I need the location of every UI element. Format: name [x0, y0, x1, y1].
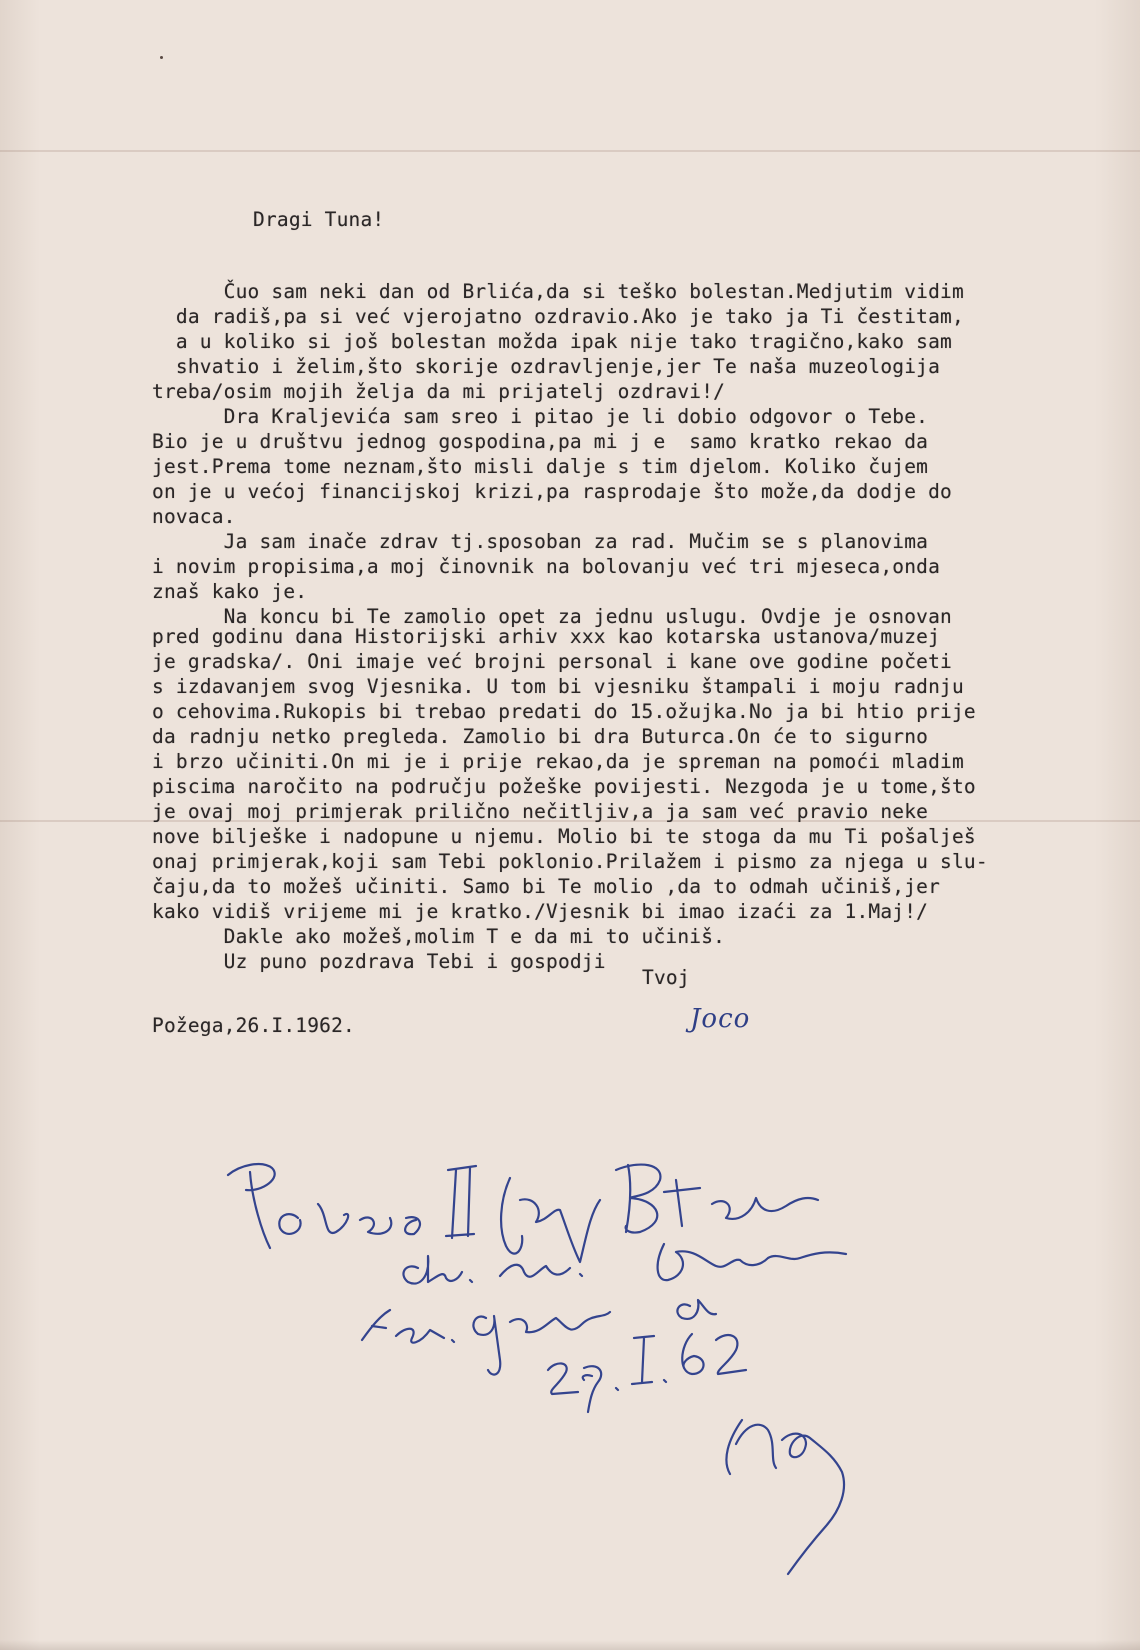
letter-line: o cehovima.Rukopis bi trebao predati do 15.ožujka.No ja bi htio prije: [152, 700, 976, 723]
handwritten-signature: Joco: [690, 1004, 751, 1034]
handwriting-stroke: [658, 1244, 846, 1280]
handwriting-stroke: [664, 1180, 818, 1226]
handwriting-stroke: [362, 1310, 454, 1343]
handwriting-stroke: [682, 1334, 746, 1374]
handwriting-stroke: [632, 1336, 666, 1384]
letter-line: Čuo sam neki dan od Brlića,da si teško bolestan.Medjutim vidim: [152, 280, 964, 303]
letter-line: nove bilješke i nadopune u njemu. Molio bi te stoga da mu Ti pošalješ: [152, 825, 976, 848]
letter-line: da radnju netko pregleda. Zamolio bi dra Buturca.On će to sigurno: [152, 725, 929, 748]
letter-line: Dakle ako možeš,molim T e da mi to učiniš.: [152, 925, 726, 948]
letter-line: Ja sam inače zdrav tj.sposoban za rad. Mučim se s planovima: [152, 530, 929, 553]
letter-line: Bio je u društvu jednog gospodina,pa mi j e samo kratko rekao da: [152, 430, 929, 453]
handwriting-stroke: [279, 1204, 391, 1234]
handwriting-stroke: [405, 1217, 420, 1234]
handwriting-stroke: [446, 1166, 476, 1238]
letter-line: a u koliko si još bolestan možda ipak nije tako tragično,kako sam: [152, 330, 952, 353]
letter-line: Na koncu bi Te zamolio opet za jednu uslugu. Ovdje je osnovan: [152, 605, 952, 628]
letter-line: je gradska/. Oni imaje već brojni personal i kane ove godine početi: [152, 650, 952, 673]
letter-line: Uz puno pozdrava Tebi i gospodji: [152, 950, 606, 973]
letter-line: i brzo učiniti.On mi je i prije rekao,da je spreman na pomoći mladim: [152, 750, 964, 773]
letter-line: Dra Kraljevića sam sreo i pitao je li dobio odgovor o Tebe.: [152, 405, 929, 428]
handwriting-stroke: [616, 1165, 660, 1233]
handwriting-stroke: [726, 1420, 844, 1574]
handwriting-stroke: [403, 1256, 472, 1284]
letter-line: jest.Prema tome neznam,što misli dalje s tim djelom. Koliko čujem: [152, 455, 929, 478]
letter-closing: Tvoj: [642, 966, 690, 989]
letter-line: kako vidiš vrijeme mi je kratko./Vjesnik bi imao izaći za 1.Maj!/: [152, 900, 929, 923]
letter-line: shvatio i želim,što skorije ozdravljenje,jer Te naša muzeologija: [152, 355, 941, 378]
letter-line: i novim propisima,a moj činovnik na bolovanju već tri mjeseca,onda: [152, 555, 941, 578]
letter-greeting: Dragi Tuna!: [253, 208, 385, 231]
letter-line: treba/osim mojih želja da mi prijatelj ozdravi!/: [152, 380, 726, 403]
letter-line: znaš kako je.: [152, 580, 308, 603]
handwriting-stroke: [677, 1300, 716, 1319]
handwriting-stroke: [500, 1265, 582, 1277]
letter-line: novaca.: [152, 505, 236, 528]
handwriting-stroke: [548, 1363, 618, 1412]
handwriting-stroke: [501, 1178, 600, 1262]
letter-line: s izdavanjem svog Vjesnika. U tom bi vjesniku štampali i moju radnju: [152, 675, 964, 698]
letter-line: onaj primjerak,koji sam Tebi poklonio.Prilažem i pismo za njega u slu-: [152, 850, 988, 873]
letter-line: čaju,da to možeš učiniti. Samo bi Te molio ,da to odmah učiniš,jer: [152, 875, 941, 898]
letter-line: je ovaj moj primjerak prilično nečitljiv,a ja sam već pravio neke: [152, 800, 929, 823]
letter-place-date: Požega,26.I.1962.: [152, 1014, 355, 1037]
letter-line: on je u većoj financijskoj krizi,pa rasprodaje što može,da dodje do: [152, 480, 952, 503]
letter-line: pred godinu dana Historijski arhiv xxx kao kotarska ustanova/muzej: [152, 625, 941, 648]
letter-line: da radiš,pa si već vjerojatno ozdravio.Ako je tako ja Ti čestitam,: [152, 305, 964, 328]
letter-line: piscima naročito na području požeške povijesti. Nezgoda je u tome,što: [152, 775, 976, 798]
handwriting-stroke: [228, 1164, 275, 1248]
